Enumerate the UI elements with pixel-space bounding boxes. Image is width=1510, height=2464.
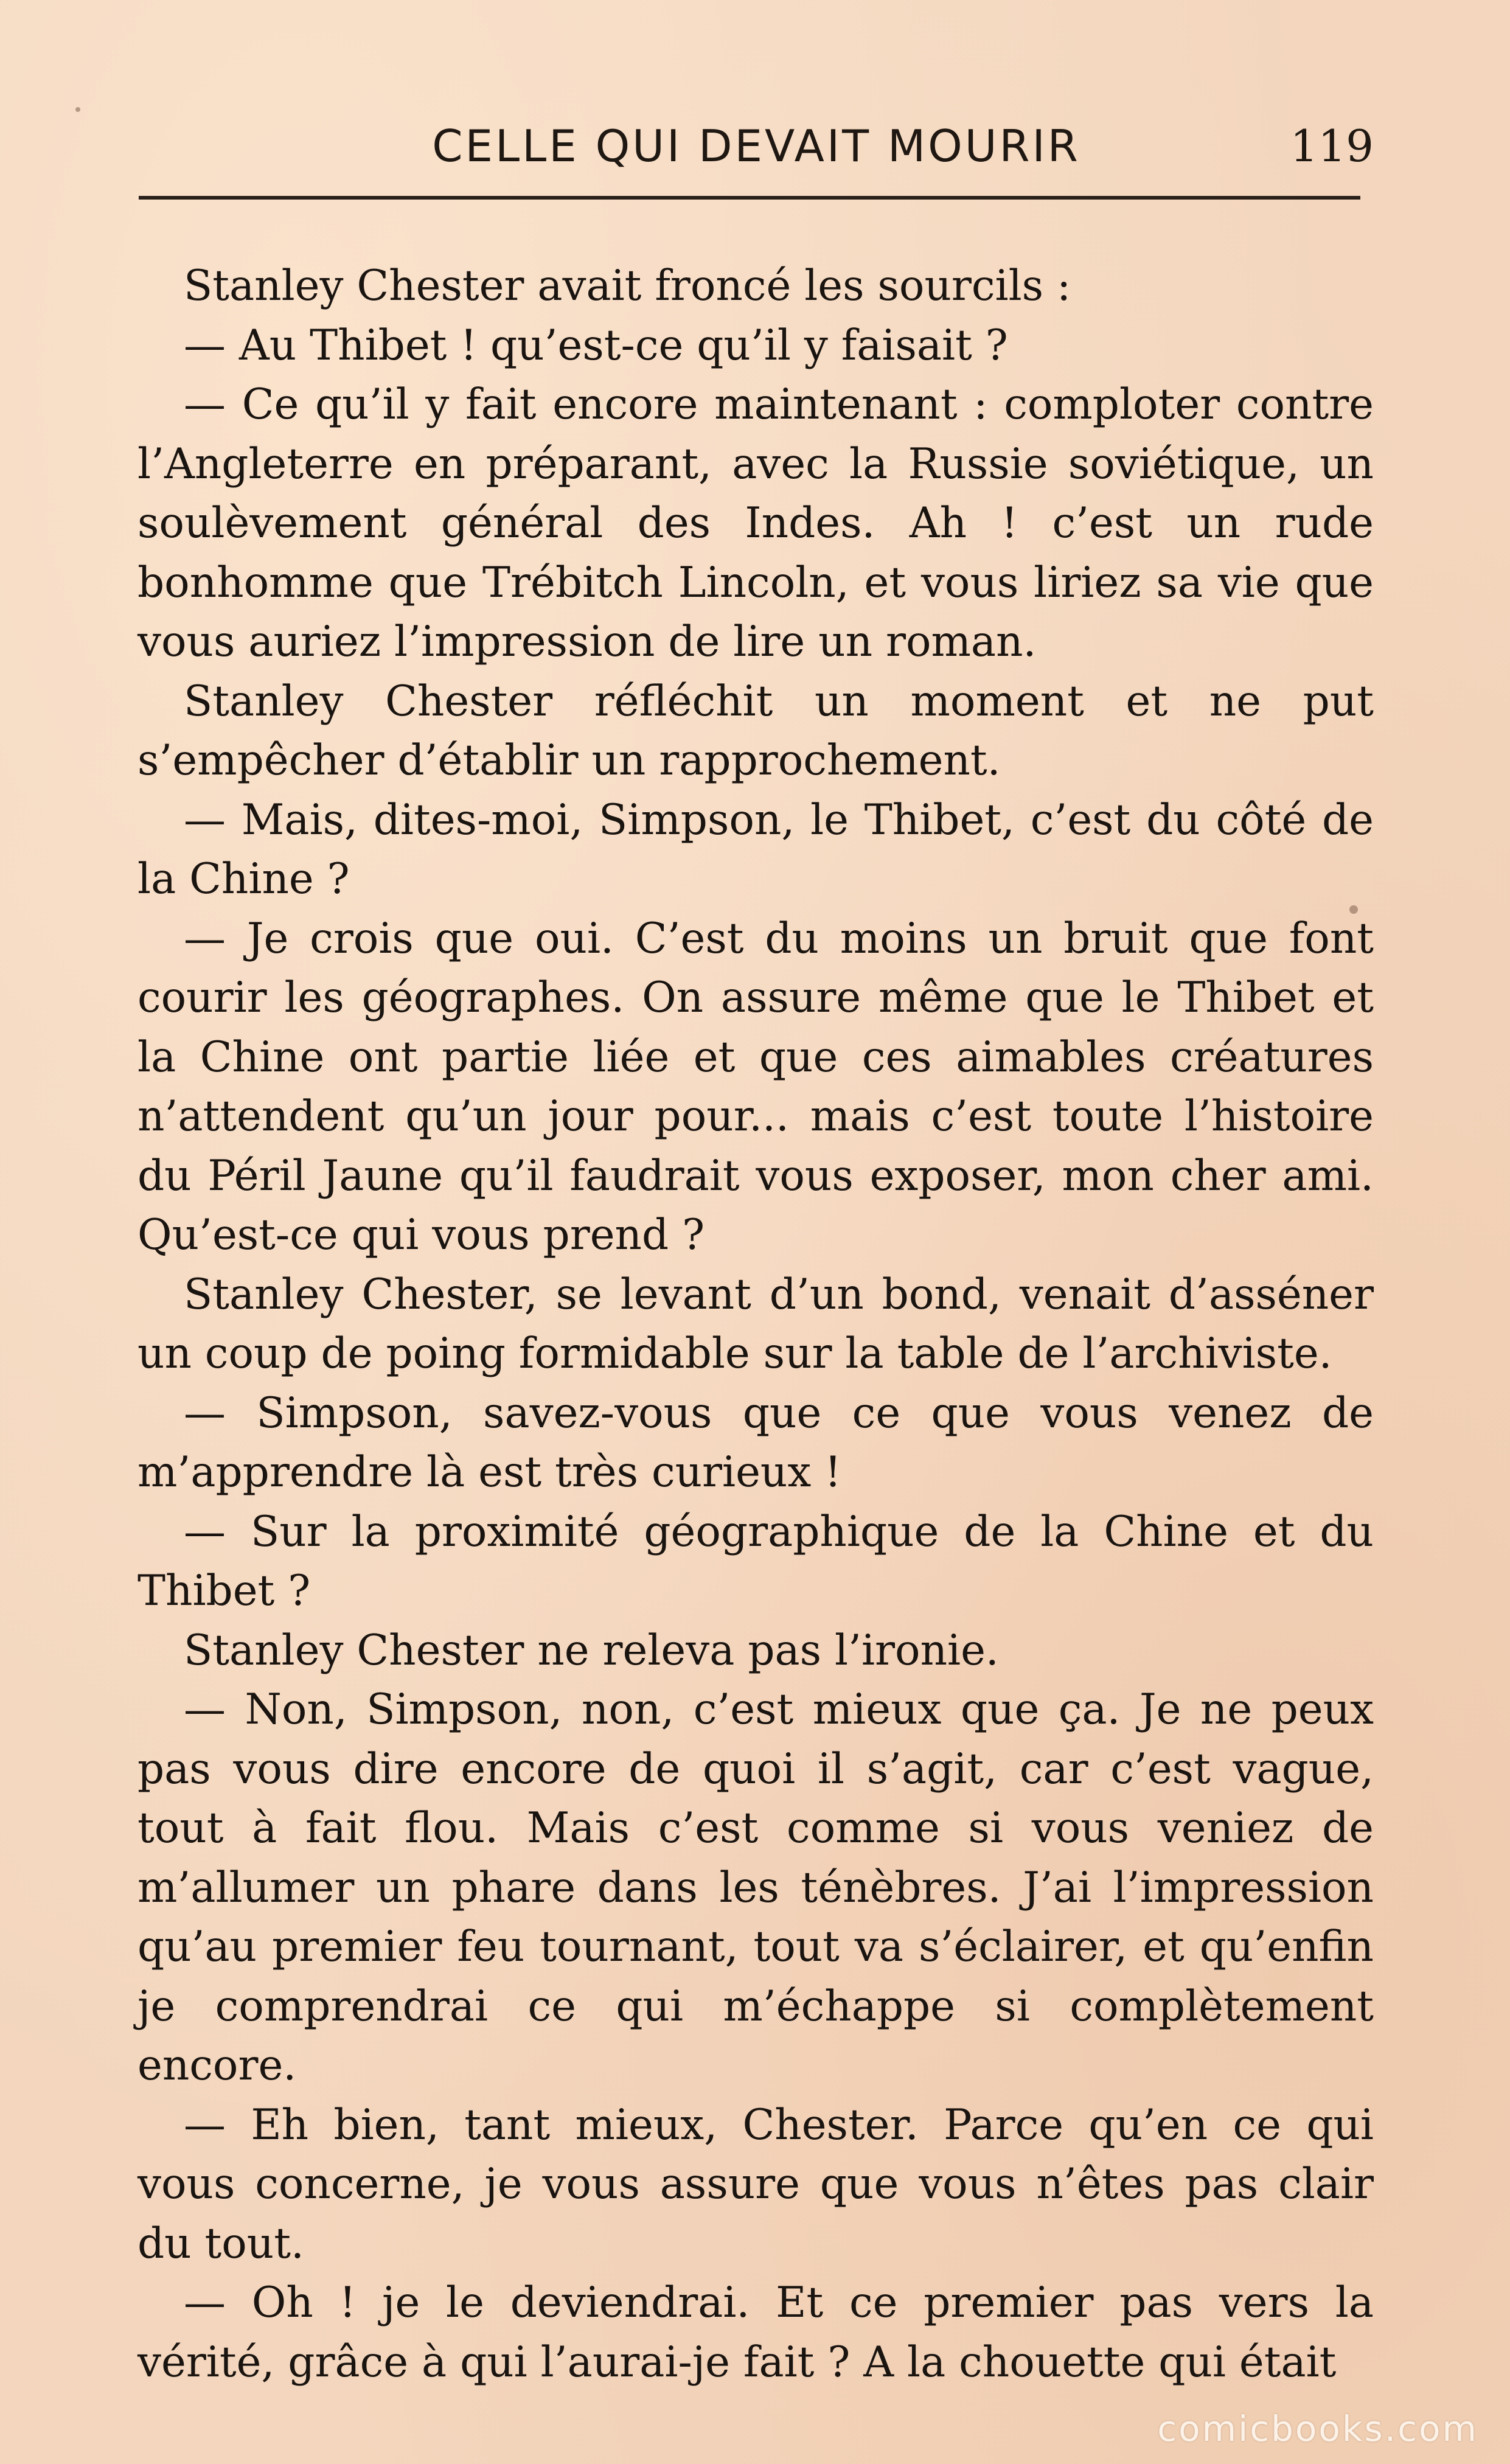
paragraph: — Oh ! je le deviendrai. Et ce premier pas vers la vérité, grâce à qui l’aurai-je fait ? A la chouette qui était bbox=[137, 2278, 1374, 2387]
paragraph: Stanley Chester avait froncé les sourcils : bbox=[184, 262, 1071, 310]
header-rule bbox=[139, 196, 1360, 200]
paragraph: — Sur la proximité géographique de la Chine et du Thibet ? bbox=[137, 1507, 1374, 1615]
paragraph: — Non, Simpson, non, c’est mieux que ça. Je ne peux pas vous dire encore de quoi il s’agit, car c’est vague, tout à fait flou. Mais c’est comme si vous veniez de m’allumer un phare dans les ténèbres. J’ai l’impression qu’au premier feu tournant, tout va s’éclairer, et qu’enfin je comprendrai ce qui m’échappe si complètement encore. bbox=[137, 1685, 1374, 2090]
paper-speck bbox=[75, 107, 80, 112]
paragraph: — Ce qu’il y fait encore maintenant : comploter contre l’Angleterre en préparant, avec la Russie soviétique, un soulèvement général des Indes. Ah ! c’est un rude bonhomme que Trébitch Lincoln, et vous liriez sa vie que vous auriez l’impression de lire un roman. bbox=[137, 380, 1374, 666]
paragraph: — Simpson, savez-vous que ce que vous venez de m’apprendre là est très curieux ! bbox=[137, 1388, 1374, 1497]
page-number: 119 bbox=[1290, 120, 1374, 172]
paragraph: Stanley Chester, se levant d’un bond, venait d’asséner un coup de poing formidable sur la table de l’archiviste. bbox=[137, 1270, 1374, 1378]
running-head bbox=[139, 116, 1374, 183]
paragraph: Stanley Chester ne releva pas l’ironie. bbox=[184, 1626, 999, 1675]
paragraph: — Mais, dites-moi, Simpson, le Thibet, c’est du côté de la Chine ? bbox=[137, 795, 1374, 903]
paragraph: — Au Thibet ! qu’est-ce qu’il y faisait ? bbox=[184, 321, 1008, 370]
running-title: CELLE QUI DEVAIT MOURIR bbox=[432, 120, 1080, 172]
paragraph: Stanley Chester réfléchit un moment et ne put s’empêcher d’établir un rapprochement. bbox=[137, 677, 1374, 785]
paper-speck bbox=[1349, 905, 1358, 914]
body-text bbox=[137, 257, 1374, 2392]
watermark: comicbooks.com bbox=[1157, 2408, 1478, 2449]
paragraph: — Eh bien, tant mieux, Chester. Parce qu’en ce qui vous concerne, je vous assure que vous n’êtes pas clair du tout. bbox=[137, 2100, 1374, 2268]
paragraph: — Je crois que oui. C’est du moins un bruit que font courir les géographes. On assure même que le Thibet et la Chine ont partie liée et que ces aimables créatures n’attendent qu’un jour pour... mais c’est toute l’histoire du Péril Jaune qu’il faudrait vous exposer, mon cher ami. Qu’est-ce qui vous prend ? bbox=[137, 914, 1374, 1259]
